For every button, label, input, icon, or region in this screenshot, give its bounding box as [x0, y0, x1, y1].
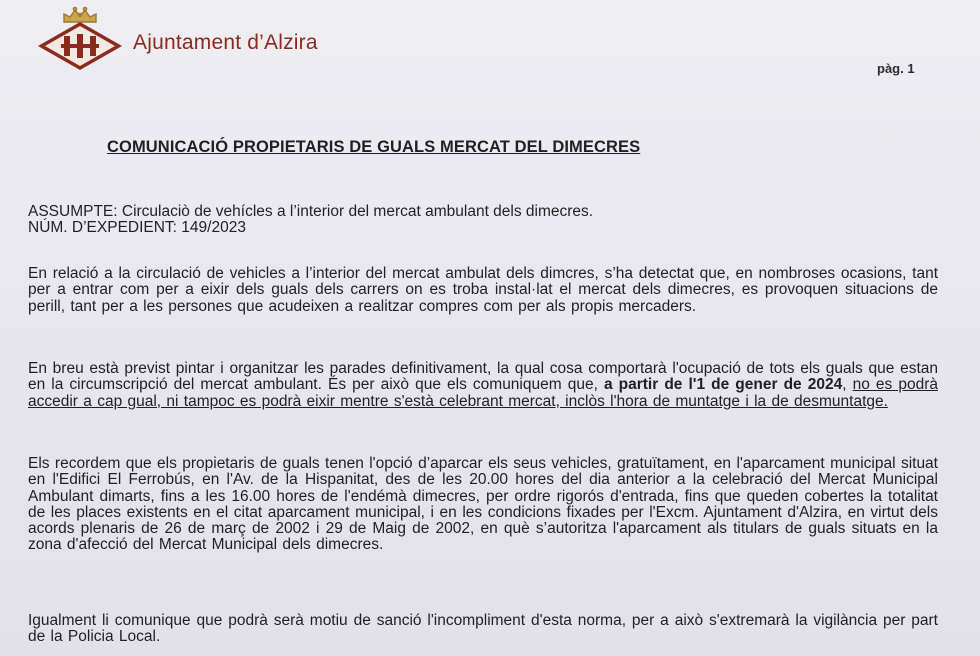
paragraph-sanction: Igualment li comunique que podrà serà motiu de sanció l'incompliment d'esta norma, per a això s'extremarà la vigilància per part de la Policia Local.	[28, 612, 938, 646]
start-date-highlight: a partir de l'1 de gener de 2024	[603, 376, 843, 394]
separator-text: ,	[842, 376, 853, 394]
alzira-coat-of-arms-icon	[34, 4, 126, 72]
page-number: pàg. 1	[877, 61, 915, 76]
subject-line: ASSUMPTE: Circulaciò de vehícles a l’interior del mercat ambulant dels dimecres.	[28, 203, 594, 220]
paragraph-circulation: En relació a la circulació de vehicles a l’interior del mercat ambulat dels dimcres, s’ha detectat que, en nombroses ocasions, tant per a entrar com per a eixir dels guals dels carrers on es troba instal·lat el mercat dels dimecres, es provoquen situacions de perill, tant per a les persones que acudeixen a realitzar compres com per als propis mercaders.	[28, 265, 938, 315]
paragraph-painting-stalls	[28, 361, 938, 410]
paragraph-parking-option: Els recordem que els propietaris de guals tenen l'opció d’aparcar els seus vehicles, gratuïtament, en l'aparcament municipal situat en l'Edifici El Ferrobús, en l'Av. de la Hispanitat, des de les 20.00 hores del dia anterior a la celebració del Mercat Municipal Ambulant dimarts, fins a les 16.00 hores de l'endémà dimecres, per ordre rigorós d'entrada, fins que queden cobertes la totalitat de les places existents en el citat aparcament municipal, i en les condicions fixades per l'Excm. Ajuntament d'Alzira, en virtut dels acords plenaris de 26 de març de 2002 i 29 de Maig de 2002, en què s’autoritza l'aparcament als titulars de guals situats en la zona d'afecció del Mercat Municipal dels dimecres.	[28, 455, 938, 554]
document-title: COMUNICACIÓ PROPIETARIS DE GUALS MERCAT DEL DIMECRES	[107, 138, 641, 156]
brand-name: Ajuntament d’Alzira	[133, 31, 318, 54]
file-number-line: NÚM. D’EXPEDIENT: 149/2023	[28, 219, 246, 236]
document-meta	[28, 204, 593, 236]
paragraph-text: En breu està previst pintar i organitzar les parades definitivament, la qual cosa comportarà l'ocupació de tots els guals que estan en la circumscripció del mercat ambulant. És per això que els comuniquem que,	[28, 360, 938, 394]
access-restriction-notice: no es podrà accedir a cap gual, ni tampoc es podrà eixir mentre s'està celebrant mercat, inclòs l'hora de muntatge i la de desmuntatge.	[28, 376, 938, 410]
